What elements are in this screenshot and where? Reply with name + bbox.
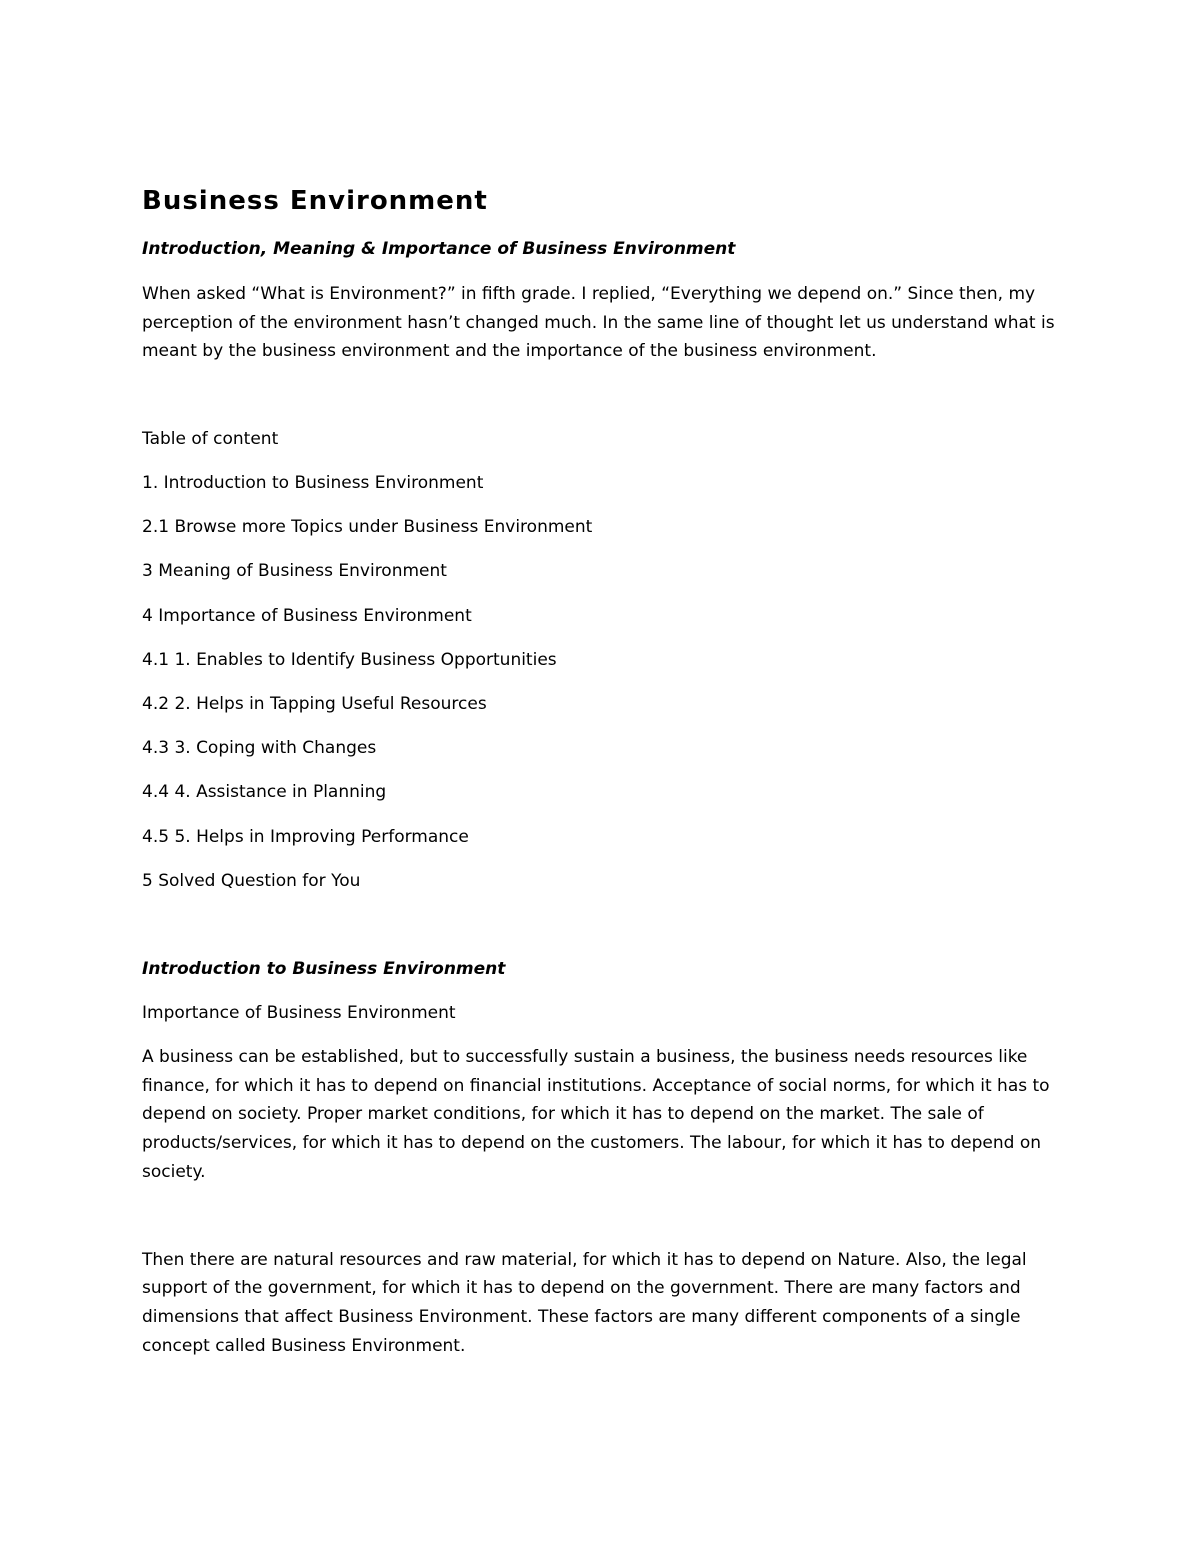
- spacer: [142, 366, 1062, 425]
- intro-paragraph: When asked “What is Environment?” in fifth grade. I replied, “Everything we depend on.” Since then, my perception of the environment hasn’t changed much. In the same line of thought let us understand what is meant by the business environment and the importance of the business environment.: [142, 284, 1055, 362]
- toc-item[interactable]: 2.1 Browse more Topics under Business Environment: [142, 517, 593, 538]
- document-subtitle: Introduction, Meaning & Importance of Business Environment: [142, 239, 736, 259]
- spacer: [142, 1187, 1062, 1246]
- toc-item[interactable]: 5 Solved Question for You: [142, 870, 361, 891]
- body-paragraph-2: Then there are natural resources and raw material, for which it has to depend on Nature. Also, the legal support of the government, for which it has to depend on the government. There are many factors and dimensions that affect Business Environment. These factors are many different components of a single concept called Business Environment.: [142, 1249, 1027, 1356]
- toc-item[interactable]: 1. Introduction to Business Environment: [142, 473, 484, 494]
- toc-item[interactable]: 4.2 2. Helps in Tapping Useful Resources: [142, 694, 487, 715]
- document-title: Business Environment: [142, 186, 488, 216]
- table-of-contents: [142, 469, 1062, 895]
- toc-item[interactable]: 4.3 3. Coping with Changes: [142, 738, 377, 759]
- toc-item[interactable]: 4 Importance of Business Environment: [142, 605, 472, 626]
- toc-item[interactable]: 4.5 5. Helps in Improving Performance: [142, 826, 469, 847]
- section-subheading: Importance of Business Environment: [142, 1002, 456, 1023]
- section-heading: Introduction to Business Environment: [142, 958, 506, 979]
- spacer: [142, 911, 1062, 955]
- toc-item[interactable]: 4.4 4. Assistance in Planning: [142, 782, 387, 803]
- body-paragraph-1: A business can be established, but to successfully sustain a business, the business needs resources like finance, for which it has to depend on financial institutions. Acceptance of social norms, for which it has to depend on society. Proper market conditions, for which it has to depend on the market. The sale of products/services, for which it has to depend on the customers. The labour, for which it has to depend on society.: [142, 1046, 1050, 1182]
- document-body: [142, 183, 1062, 1360]
- toc-item[interactable]: 3 Meaning of Business Environment: [142, 561, 447, 582]
- toc-heading: Table of content: [142, 429, 279, 450]
- toc-item[interactable]: 4.1 1. Enables to Identify Business Opportunities: [142, 649, 557, 670]
